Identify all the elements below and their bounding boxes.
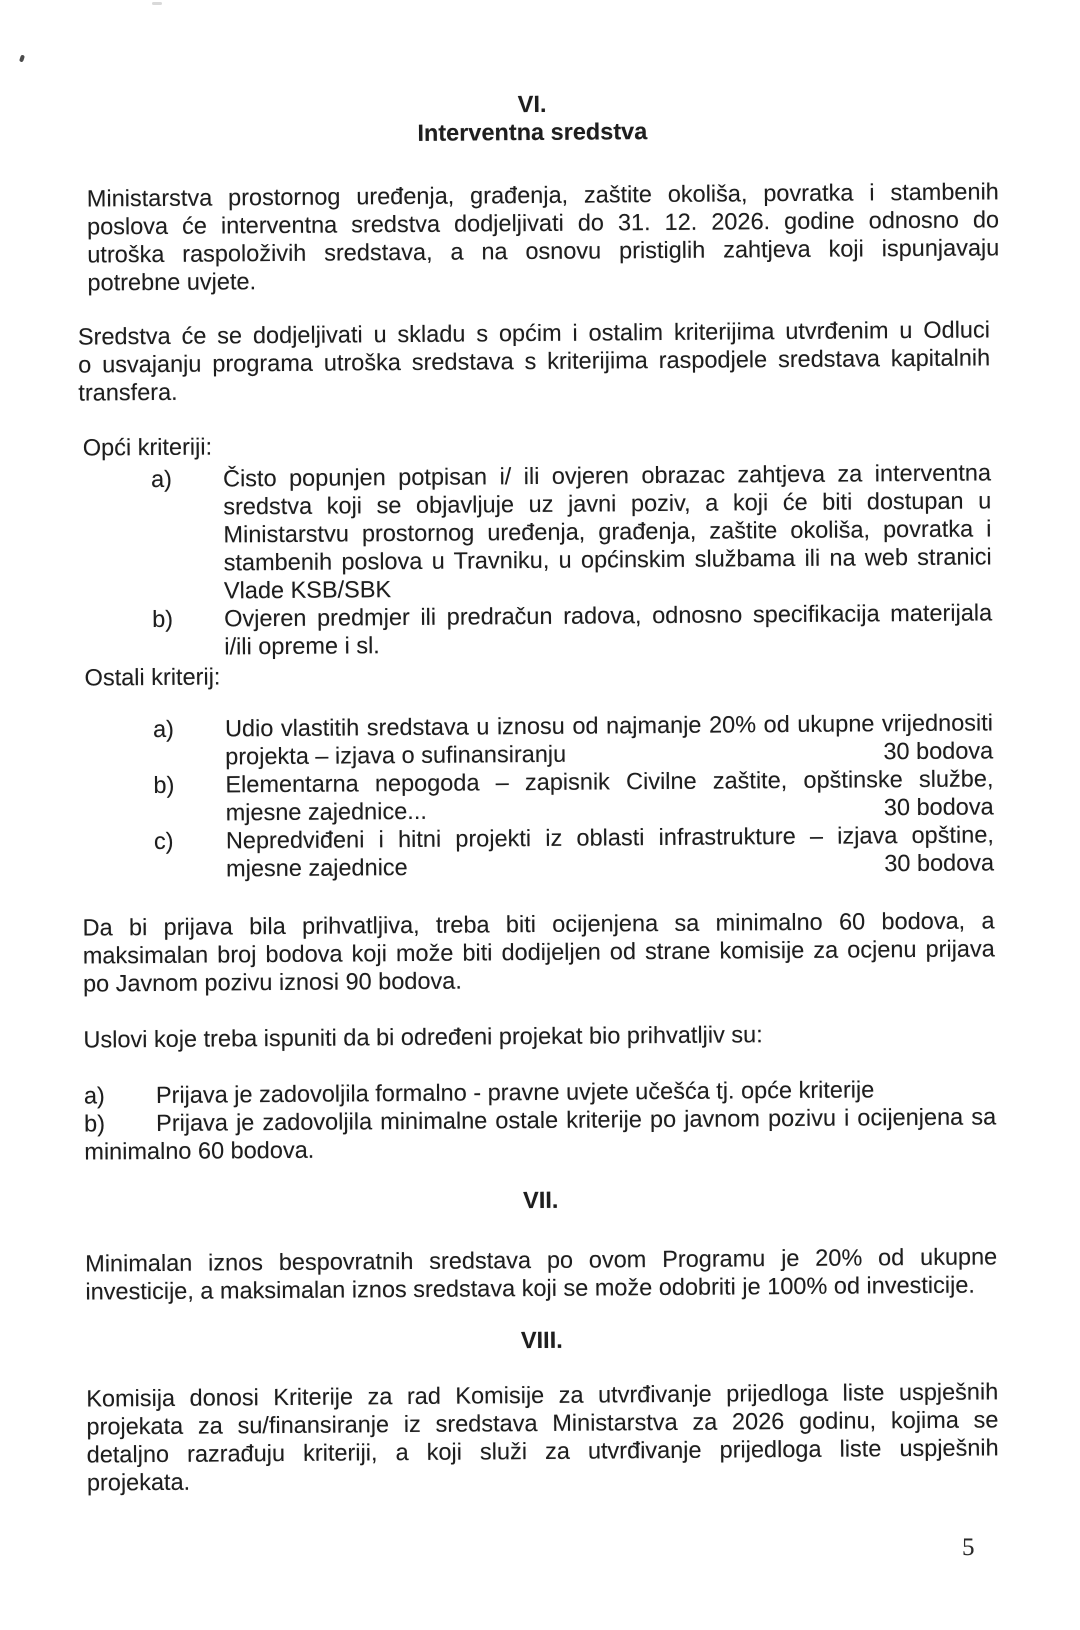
list-marker: a) <box>152 715 175 742</box>
ostali-item-a-body <box>225 708 993 770</box>
uslov-b-text: Prijava je zadovoljila minimalne ostale kriterije po javnom pozivu i ocijenjena sa <box>155 1103 997 1136</box>
page-number: 5 <box>962 1534 975 1561</box>
uslov-b-overflow: minimalno 60 bodova. <box>84 1136 315 1165</box>
list-marker: b) <box>153 771 175 798</box>
document-content <box>76 86 999 1496</box>
criterion-text: Udio vlastitih sredstava u iznosu od najmanje 20% od ukupne vrijednositi <box>224 709 994 742</box>
points-value: 30 bodova <box>883 737 994 765</box>
section-vi-number: VI. <box>517 90 547 118</box>
ostali-item-c-body <box>226 820 994 882</box>
list-marker: b) <box>152 605 174 632</box>
scan-artifact-speck <box>19 55 25 63</box>
list-marker: c) <box>153 827 174 854</box>
opci-item-a <box>79 458 992 605</box>
paragraph-viii: Komisija donosi Kriterije za rad Komisije za utvrđivanje prijedloga liste uspješnih projekata za su/finansiranje iz sredstava Ministarstva za 2026 godinu, kojima se detaljno razrađuju kriteriji, a koji služi za utvrđivanje prijedloga liste uspješnih projekata. <box>86 1378 999 1496</box>
opci-item-b <box>80 598 992 661</box>
paragraph-vii: Minimalan iznos bespovratnih sredstava po ovom Programu je 20% od ukupne investicije, a maksimalan iznos sredstava koji se može odobriti je 100% od investicije. <box>85 1243 998 1305</box>
ostali-item-a <box>81 708 993 771</box>
paragraph-allocation-basis: Sredstva će se dodjeljivati u skladu s općim i ostalim kriterijima utvrđenim u Odluci o usvajanju programa utroška sredstava s kriterijima raspodjele sredstava kapitalnih transfera. <box>77 316 991 406</box>
criterion-text: Elementarna nepogoda – zapisnik Civilne zaštite, opštinske službe, <box>225 765 994 798</box>
ostali-item-b-body <box>225 764 993 826</box>
section-vi-title: Interventna sredstva <box>417 118 648 146</box>
opci-kriteriji-label: Opći kriteriji: <box>82 433 213 461</box>
list-marker: a) <box>83 1082 105 1109</box>
criterion-text-end: projekta – izjava o sufinansiranju <box>225 740 567 770</box>
paragraph-ministry-intro: Ministarstva prostornog uređenja, građenja, zaštite okoliša, povratka i stambenih poslova će interventna sredstva dodjeljivati do 31. 12. 2026. godine odnosno do utroška raspoloživih sredstava, a na osnovu pristiglih zahtjeva koji ispunjavaju potrebne uvjete. <box>86 178 1000 296</box>
points-value: 30 bodova <box>883 793 994 821</box>
section-vii-number: VII. <box>522 1186 559 1214</box>
section-viii-number: VIII. <box>520 1326 563 1354</box>
ostali-item-b <box>81 764 993 827</box>
uslovi-intro: Uslovi koje treba ispuniti da bi određeni projekat bio prihvatljiv su: <box>83 1021 763 1053</box>
points-row <box>226 848 994 882</box>
criterion-text: Nepredviđeni i hitni projekti iz oblasti infrastrukture – izjava opštine, <box>225 821 994 854</box>
list-marker: b) <box>84 1110 106 1137</box>
scan-artifact-smudge <box>152 2 162 5</box>
ostali-item-c <box>82 820 994 883</box>
uslov-a-text: Prijava je zadovoljila formalno - pravne uvjete učešća tj. opće kriterije <box>155 1076 875 1108</box>
opci-item-a-text: Čisto popunjen potpisan i/ ili ovjeren obrazac zahtjeva za interventna sredstva koji se objavljuje uz javni poziv, a koji će biti dostupan u Ministarstvu prostornog uređenja, građenja, zaštite okoliša, povratka i stambenih poslova u Travniku, u općinskim službama ili na web stranici Vlade KSB/SBK <box>222 459 992 604</box>
paragraph-scoring-rules: Da bi prijava bila prihvatljiva, treba biti ocijenjena sa minimalno 60 bodova, a maksimalan broj bodova koji može biti dodijeljen od strane komisije za ocjenu prijava po Javnom pozivu iznosi 90 bodova. <box>82 907 995 997</box>
criterion-text-end: mjesne zajednice <box>226 854 408 882</box>
list-marker: a) <box>150 465 173 493</box>
criterion-text-end: mjesne zajednice... <box>225 797 427 826</box>
opci-item-b-text: Ovjeren predmjer ili predračun radova, odnosno specifikacija materijala i/ili opreme i sl. <box>224 599 993 660</box>
ostali-kriterij-label: Ostali kriterij: <box>84 663 221 691</box>
points-value: 30 bodova <box>884 849 995 877</box>
